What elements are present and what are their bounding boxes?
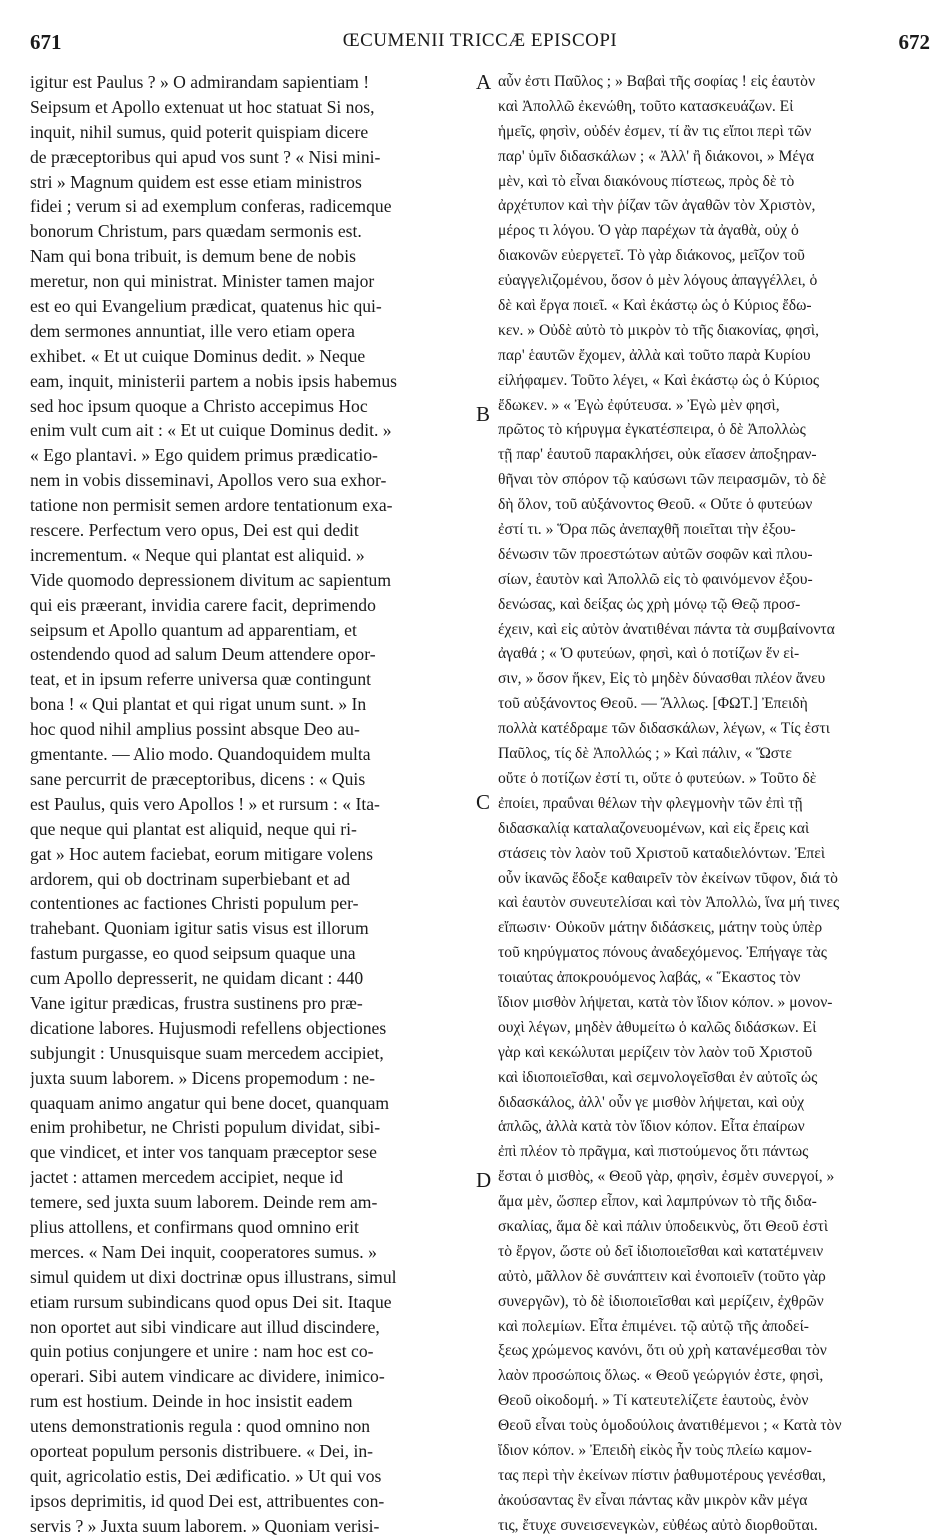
latin-text-line: eam, inquit, ministerii partem a nobis ipsis habemus	[30, 370, 397, 391]
latin-text-line: sed hoc ipsum quoque a Christo accepimus Hoc	[30, 395, 368, 416]
greek-text-line: έχειν, καὶ εἰς αὐτὸν ἀνατιθέναι πάντα τὰ συμβαίνοντα	[498, 620, 835, 638]
latin-text-line: Vide quomodo depressionem divitum ac sapientum	[30, 569, 392, 590]
latin-text-line: fastum purgasse, eo quod seipsum quaque una	[30, 943, 356, 964]
latin-text-line: oporteat populum personis distribuere. « Dei, in-	[30, 1440, 374, 1461]
latin-text-line: hoc quod nihil amplius possint absque Deo au-	[30, 719, 360, 740]
latin-text-line: etiam rursum subindicans quod opus Dei sit. Itaque	[30, 1291, 392, 1312]
greek-text-line: γὰρ καὶ κεκώλυται μερίζειν τὸν λαὸν τοῦ Χριστοῦ	[498, 1043, 813, 1061]
greek-text-line: διδασκαλίᾳ καταλαζονευομένων, καὶ εἰς ἔρεις καὶ	[498, 819, 810, 837]
greek-text-line: τῇ παρ' ἑαυτοῦ παρακλήσει, οὐκ εἴασεν ἀποξηραν-	[498, 446, 817, 464]
greek-text-line: καὶ Ἀπολλῶ ἐκενώθη, τοῦτο κατασκευάζων. Εἰ	[498, 97, 794, 115]
greek-text-line: τοιαύτας ἀποκρουόμενος λαβάς, « Ἕκαστος τὸν	[498, 969, 801, 987]
latin-text-line: est eo qui Evangelium prædicat, quatenus hic qui-	[30, 296, 382, 317]
greek-text-line: ἐστί τι. » Ὅρα πῶς ἀνεπαχθῆ ποιεῖται τὴν ἐξου-	[498, 521, 796, 539]
latin-text-line: sane percurrit de præceptoribus, dicens : « Quis	[30, 768, 366, 789]
greek-text-line: στάσεις τὸν λαὸν τοῦ Χριστοῦ καταδιελόντων. Ἐπεὶ	[498, 844, 826, 862]
greek-text-line: οὔτε ὁ ποτίζων ἐστί τι, οὔτε ὁ φυτεύων. » Τοῦτο δὲ	[498, 769, 817, 787]
greek-text-line: ἐπὶ πλέον τὸ πρᾶγμα, καὶ πιστούμενος ὅτι πάντως	[498, 1143, 809, 1161]
latin-text-line: subjungit : Unusquisque suam mercedem accipiet,	[30, 1042, 384, 1063]
latin-text-line: rum est hostium. Deinde in hoc insistit eadem	[30, 1391, 353, 1412]
latin-text-line: ardorem, qui ob doctrinam superbiebant et ad	[30, 868, 351, 889]
latin-text-line: seipsum et Apollo quantum ad apparentiam, et	[30, 619, 357, 640]
latin-text-line: jactet : attamen mercedem accipiet, neque id	[30, 1167, 344, 1188]
greek-text-line: ἔσται ὁ μισθὸς, « Θεοῦ γὰρ, φησὶν, ἐσμὲν συνεργοί, »	[498, 1168, 835, 1186]
latin-text-line: dicatione labores. Hujusmodi refellens objectiones	[30, 1017, 387, 1038]
greek-text-line: κεν. » Οὐδὲ αὐτὸ τὸ μικρὸν τὸ τῆς διακονίας, φησὶ,	[498, 321, 820, 339]
latin-text-line: simul quidem ut dixi doctrinæ opus illustrans, simul	[30, 1266, 397, 1287]
greek-text-line: τις, ἔτυχε συνεισενεγκὼν, εὐθέως αὐτὸ διορθοῦται.	[498, 1516, 818, 1534]
greek-text-line: πολλὰ κατέδραμε τῶν διδασκάλων, λέγων, « Τίς ἐστι	[498, 720, 830, 738]
greek-text-line: καὶ ἰδιοποιεῖσθαι, καὶ σεμνολογεῖσθαι ἐν αὐτοῖς ὡς	[498, 1068, 818, 1086]
greek-text-line: παρ' ἑαυτῶν ἔχομεν, ἀλλὰ καὶ τοῦτο παρὰ Κυρίου	[498, 346, 811, 364]
latin-text-line: bona ! « Qui plantat et qui rigat unum sunt. » In	[30, 694, 367, 715]
latin-text-line: que vindicet, et inter vos tanquam præceptor sese	[30, 1142, 377, 1163]
latin-text-line: quin potius conjungere et unire : nam hoc est co-	[30, 1341, 374, 1362]
latin-text-line: ipsos deprimitis, id quod Dei est, attribuentes con-	[30, 1490, 385, 1511]
latin-text-line: « Ego plantavi. » Ego quidem primus prædicatio-	[30, 445, 378, 466]
greek-text-line: δένωσιν τῶν προεστώτων αὐτῶν σοφῶν καὶ πλου-	[498, 545, 813, 563]
greek-text-line: Θεοῦ οἰκοδομή. » Τί κατευτελίζετε ἑαυτοὺς, ἑνὸν	[498, 1392, 809, 1410]
latin-text-line: de præceptoribus qui apud vos sunt ? « Nisi mini-	[30, 146, 381, 167]
greek-text-line: συνεργῶν), τὸ δὲ ἰδιοποιεῖσθαι καὶ μερίζειν, ἐχθρῶν	[498, 1292, 824, 1310]
greek-text-line: εἴπωσιν· Οὐκοῦν μάτην διδάσκεις, μάτην τοὺς ὑπὲρ	[498, 919, 823, 937]
greek-text-line: ουχὶ λέγων, μηδὲν ἀθυμείτω ὁ καλῶς διδάσκων. Εἰ	[498, 1018, 817, 1036]
latin-text-line: Vane igitur prædicas, frustra sustinens pro præ-	[30, 992, 363, 1013]
greek-text-line: τοῦ κηρύγματος πόνους ἀναδεχόμενος. Ἐπήγαγε τὰς	[498, 944, 827, 962]
latin-text-line: qui eis præerant, invidia carere facit, deprimendo	[30, 594, 376, 615]
latin-text-line: servis ? » Juxta suum laborem. » Quoniam verisi-	[30, 1515, 380, 1536]
latin-text-line: est Paulus, quis vero Apollos ! » et rursum : « Ita-	[30, 793, 380, 814]
latin-text-line: teat, et in ipsum referre universa quæ contingunt	[30, 669, 372, 690]
latin-text-line: quaquam animo angatur qui bene docet, quanquam	[30, 1092, 390, 1113]
greek-text-line: ἅμα μὲν, ὥσπερ εἶπον, καὶ λαμπρύνων τὸ τῆς διδα-	[498, 1193, 817, 1211]
section-letter-d: D	[476, 1168, 492, 1192]
latin-text-line: Seipsum et Apollo extenuat ut hoc statuat Si nos,	[30, 96, 375, 117]
greek-text-line: πρῶτος τὸ κήρυγμα ἐγκατέσπειρα, ὁ δὲ Ἀπολλὼς	[498, 421, 806, 439]
section-letter-b: B	[476, 402, 491, 426]
latin-text-line: cum Apollo depresserit, ne quidam dicant : 440	[30, 968, 364, 989]
section-letter-c: C	[476, 790, 491, 814]
greek-text-line: ἐποίει, πραΰναι θέλων τὴν φλεγμονὴν τῶν ἐπὶ τῇ	[498, 794, 803, 812]
latin-text-line: gmentante. — Alio modo. Quandoquidem multa	[30, 744, 371, 765]
greek-text-line: διδασκάλος, ἀλλ' οὖν γε μισθὸν λήψεται, καὶ οὐχ	[498, 1093, 805, 1111]
latin-text-line: nem in vobis disseminavi, Apollos vero sua exhor-	[30, 470, 387, 491]
latin-text-line: incrementum. « Neque qui plantat est aliquid. »	[30, 544, 365, 565]
greek-text-line: λαὸν προσώποις ὅλως. « Θεοῦ γεώργιόν ἐστε, φησὶ,	[498, 1367, 824, 1385]
greek-text-line: εὐαγγελιζομένου, ὅσον ὁ μὲν λόγους ἀπαγγέλλει, ὁ	[498, 272, 818, 290]
greek-text-line: δενώσας, καὶ δείξας ὡς χρὴ μόνῳ τῷ Θεῷ προσ-	[498, 595, 801, 613]
latin-column	[30, 70, 472, 1539]
left-page-number: 671	[30, 30, 62, 54]
latin-text-line: utens demonstrationis regula : quod omnino non	[30, 1416, 371, 1437]
latin-text-line: juxta suum laborem. » Dicens propemodum : ne-	[30, 1067, 375, 1088]
page-header	[30, 30, 930, 62]
greek-text-line: σιν, » ὅσον ἥκεν, Εἰς τὸ μηδὲν δύνασθαι πλέον ἄνευ	[498, 670, 826, 688]
greek-text-line: Παῦλος, τίς δὲ Ἀπολλώς ; » Καὶ πάλιν, « Ὥστε	[498, 745, 792, 763]
latin-text-line: gat » Hoc autem faciebat, eorum mitigare volens	[30, 843, 373, 864]
latin-text-line: bonorum Christum, pars quædam sermonis est.	[30, 221, 362, 242]
latin-text-line: fidei ; verum si ad exemplum conferas, radicemque	[30, 196, 392, 217]
greek-text-line: ξεως χρώμενος κανόνι, ὅτι οὐ χρὴ κατανέμεσθαι τὸν	[498, 1342, 827, 1360]
latin-text-line: merces. « Nam Dei inquit, cooperatores sumus. »	[30, 1241, 377, 1262]
latin-text-line: temere, sed juxta suum laborem. Deinde rem am-	[30, 1192, 378, 1213]
greek-text-line: αὖν ἐστι Παῦλος ; » Βαβαὶ τῆς σοφίας ! εἰς ἑαυτὸν	[498, 73, 816, 90]
latin-text-line: non oportet aut sibi vindicare aut illud discindere,	[30, 1316, 380, 1337]
greek-text-line: οὖν ἱκανῶς ἔδοξε καθαιρεῖν τὸν ἐκείνων τῦφον, διά τὸ	[498, 869, 838, 887]
running-title: ŒCUMENII TRICCÆ EPISCOPI	[342, 30, 618, 51]
greek-text-line: ἀγαθά ; « Ὁ φυτεύων, φησὶ, καὶ ὁ ποτίζων ἕν εἰ-	[498, 645, 800, 663]
latin-text-line: trahebant. Quoniam igitur satis visus est illorum	[30, 918, 369, 939]
greek-column	[498, 70, 932, 1539]
greek-text-line: ἁπλῶς, ἀλλὰ κατὰ τὸν ἴδιον κόπον. Εἶτα ἐπαίρων	[498, 1118, 805, 1136]
greek-text-line: ἀκούσαντας ἓν εἶναι πάντας κἂν μικρὸν κἂν μέγα	[498, 1491, 808, 1509]
greek-text-line: ἔδωκεν. » « Ἐγὼ ἐφύτευσα. » Ἐγὼ μὲν φησὶ,	[498, 396, 780, 414]
latin-text-line: que neque qui plantat est aliquid, neque qui ri-	[30, 818, 357, 839]
section-letter-a: A	[476, 70, 492, 94]
greek-text-line: εἰλήφαμεν. Τοῦτο λέγει, « Καὶ ἑκάστῳ ὡς ὁ Κύριος	[498, 371, 820, 389]
latin-text-line: tatione non permisit semen ardore tentationum exa-	[30, 495, 393, 516]
greek-text-line: αὐτὸ, μᾶλλον δὲ συνάπτειν καὶ ἑνοποιεῖν (τοῦτο γὰρ	[498, 1267, 826, 1285]
latin-text-line: rescere. Perfectum vero opus, Dei est qui dedit	[30, 520, 359, 541]
latin-text-line: ostendendo quod ad salum Deum attendere opor-	[30, 644, 376, 665]
latin-text-line: stri » Magnum quidem est esse etiam ministros	[30, 171, 362, 192]
greek-text-line: δὲ καὶ ἔργα ποιεῖ. « Καὶ ἑκάστῳ ὡς ὁ Κύριος ἔδω-	[498, 297, 812, 315]
latin-text-line: quit, agricolatio estis, Dei ædificatio. » Ut qui vos	[30, 1465, 382, 1486]
greek-text-line: σίων, ἑαυτὸν καὶ Ἀπολλῶ εἰς τὸ φαινόμενον ἐξου-	[498, 570, 813, 588]
greek-text-line: θῆναι τὸν σπόρον τῷ καύσωνι τῶν πειρασμῶν, τὸ δὲ	[498, 471, 827, 489]
greek-text-line: μέρος τι λόγου. Ὁ γὰρ παρέχων τὰ ἀγαθὰ, οὐχ ὁ	[498, 222, 799, 240]
latin-text-line: contentiones ac factiones Christi populum per-	[30, 893, 359, 914]
latin-text-line: operari. Sibi autem vindicare ac dividere, inimico-	[30, 1366, 385, 1387]
greek-text-line: διακονῶν εὐεργετεῖ. Τὸ γὰρ διάκονος, μεῖζον τοῦ	[498, 247, 805, 265]
greek-text-line: μὲν, καὶ τὸ εἶναι διακόνους πίστεως, πρὸς δὲ τὸ	[498, 172, 795, 190]
latin-text-line: exhibet. « Et ut cuique Dominus dedit. » Neque	[30, 345, 366, 366]
greek-text-line: ἡμεῖς, φησὶν, οὐδέν ἐσμεν, τί ἂν τις εἴποι περὶ τῶν	[498, 122, 812, 140]
latin-text-line: plius attollens, et confirmans quod omnino erit	[30, 1216, 359, 1237]
latin-text-line: enim vult cum ait : « Et ut cuique Dominus dedit. »	[30, 420, 392, 441]
greek-text-line: ἴδιον κόπον. » Ἐπειδὴ εἰκὸς ἦν τοὺς πλείω καμον-	[498, 1441, 812, 1459]
latin-text-line: meretur, non qui ministrat. Minister tamen major	[30, 271, 375, 292]
latin-text-line: enim prohibetur, ne Christi populum dividat, sibi-	[30, 1117, 381, 1138]
greek-text-line: σκαλίας, ἅμα δὲ καὶ πάλιν ὑποδεικνὺς, ὅτι Θεοῦ ἐστὶ	[498, 1217, 829, 1235]
greek-text-line: Θεοῦ εἶναι τοὺς ὁμοδούλοις ἀνατιθέμενοι ; « Κατὰ τὸν	[498, 1417, 842, 1435]
greek-text-line: τὸ ἔργον, ὥστε οὐ δεῖ ἰδιοποιεῖσθαι καὶ κατατέμνειν	[498, 1242, 824, 1260]
latin-text-line: inquit, nihil sumus, quid poterit quispiam dicere	[30, 121, 369, 142]
right-page-number: 672	[898, 30, 930, 54]
greek-text-line: καὶ ἑαυτὸν συνευτελίσαι καὶ τὸν Ἀπολλὼ, ἵνα μή τινες	[498, 894, 840, 912]
greek-text-line: τοῦ αὐξάνοντος Θεοῦ. — Ἄλλως. [ΦΩΤ.] Ἐπειδὴ	[498, 695, 808, 713]
greek-text-line: καὶ πολεμίων. Εἶτα ἐπιμένει. τῷ αὐτῷ τῆς ἀποδεί-	[498, 1317, 809, 1335]
greek-text-line: δὴ ὅλον, τοῦ αὐξάνοντος Θεοῦ. « Οὔτε ὁ φυτεύων	[498, 496, 813, 514]
latin-text-line: igitur est Paulus ? » O admirandam sapientiam !	[30, 72, 370, 92]
greek-text-line: ἀρχέτυπον καὶ τὴν ῥίζαν τῶν ἀγαθῶν τὸν Χριστὸν,	[498, 197, 816, 215]
latin-text-line: Nam qui bona tribuit, is demum bene de nobis	[30, 246, 356, 267]
latin-text-line: dem sermones annuntiat, ille vero etiam opera	[30, 320, 355, 341]
greek-text-line: παρ' ὑμῖν διδασκάλων ; « Ἀλλ' ἢ διάκονοι, » Μέγα	[498, 147, 814, 165]
greek-text-line: τας περὶ τὴν ἐκείνων πίστιν ῥαθυμοτέρους γενέσθαι,	[498, 1466, 826, 1484]
greek-text-line: ἴδιον μισθὸν λήψεται, κατὰ τὸν ἴδιον κόπον. » μονον-	[498, 993, 833, 1011]
